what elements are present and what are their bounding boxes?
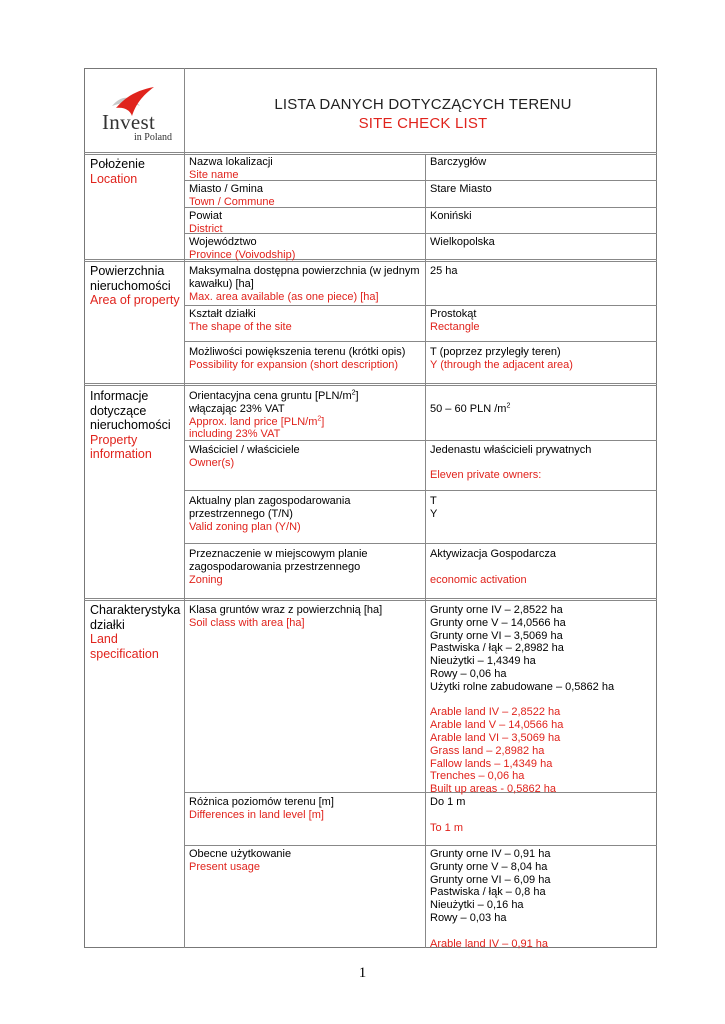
list-item: Nieużytki – 1,4349 ha <box>430 655 536 668</box>
value-town: Stare Miasto <box>430 183 492 195</box>
list-item: Arable land IV – 2,8522 ha <box>430 706 561 719</box>
field-max-area: Maksymalna dostępna powierzchnia (w jednym kawałku) [ha] Max. area available (as one piece) [ha] <box>189 265 420 303</box>
list-item: Pastwiska / łąk – 2,8982 ha <box>430 642 564 655</box>
list-item: Grunty orne VI – 6,09 ha <box>430 873 551 886</box>
field-present-usage: Obecne użytkowanie Present usage <box>189 848 292 873</box>
section-location: Położenie Location <box>90 157 145 186</box>
list-item: Grass land – 2,8982 ha <box>430 744 545 757</box>
field-town: Miasto / Gmina Town / Commune <box>189 183 275 208</box>
divider <box>84 259 657 262</box>
divider <box>184 305 657 306</box>
divider <box>184 233 657 234</box>
divider <box>184 490 657 491</box>
page-title-en: SITE CHECK LIST <box>358 115 488 132</box>
divider <box>84 152 657 155</box>
page-title-pl: LISTA DANYCH DOTYCZĄCYCH TERENU <box>274 96 572 113</box>
list-item: Grunty orne VI – 3,5069 ha <box>430 629 563 642</box>
list-item: Pastwiska / łąk – 0,8 ha <box>430 886 546 899</box>
field-province: Województwo Province (Voivodship) <box>189 236 296 261</box>
value-zoning-plan: T Y <box>430 495 438 520</box>
divider <box>184 341 657 342</box>
value-owner: Jedenastu właścicieli prywatnych Eleven private owners: <box>430 444 592 481</box>
field-shape: Kształt działki The shape of the site <box>189 308 292 333</box>
divider <box>184 68 185 154</box>
logo-text: Invest <box>102 110 156 134</box>
list-item: Arable land VI – 3,5069 ha <box>430 731 561 744</box>
field-land-level: Różnica poziomów terenu [m] Differences in land level [m] <box>189 796 334 821</box>
divider <box>84 383 657 386</box>
list-item: Rowy – 0,03 ha <box>430 911 507 924</box>
value-site-name: Barczygłów <box>430 156 487 168</box>
field-land-price: Orientacyjna cena gruntu $[PLN/m^2]$ włączając 23% VAT Approx. land price $[PLN/m^2]$ including 23% VAT <box>189 389 359 441</box>
value-land-price: 50 – 60 PLN $/m^2$ <box>430 402 511 415</box>
list-item: Rowy – 0,06 ha <box>430 667 507 680</box>
divider <box>84 598 657 601</box>
divider <box>184 543 657 544</box>
section-property: Informacje dotyczące nieruchomości Property information <box>90 389 171 461</box>
list-item: Grunty orne V – 14,0566 ha <box>430 616 566 629</box>
value-district: Koniński <box>430 210 472 222</box>
invest-in-poland-logo <box>96 84 178 146</box>
section-land: Charakterystyka działki Land specification <box>90 603 181 661</box>
value-present-usage <box>430 848 550 950</box>
section-area: Powierzchnia nieruchomości Area of property <box>90 264 180 307</box>
list-item: Grunty orne IV – 0,91 ha <box>430 848 551 860</box>
list-item: Arable land IV – 0,91 ha <box>430 937 549 950</box>
list-item: Fallow lands – 1,4349 ha <box>430 757 553 770</box>
divider <box>425 154 426 948</box>
value-province: Wielkopolska <box>430 236 495 248</box>
field-district: Powiat District <box>189 210 223 235</box>
list-item: Użytki rolne zabudowane – 0,5862 ha <box>430 680 615 693</box>
field-site-name: Nazwa lokalizacji Site name <box>189 156 273 181</box>
logo-subtext: in Poland <box>134 132 173 143</box>
divider <box>184 845 657 846</box>
list-item: Nieużytki – 0,16 ha <box>430 899 524 912</box>
value-max-area: 25 ha <box>430 265 458 277</box>
list-item: Trenches – 0,06 ha <box>430 770 525 783</box>
value-land-level: Do 1 m To 1 m <box>430 796 466 834</box>
table-frame <box>84 68 657 948</box>
value-soil-class <box>430 604 614 796</box>
field-owner: Właściciel / właściciele Owner(s) <box>189 444 300 469</box>
field-soil-class: Klasa gruntów wraz z powierzchnią [ha] Soil class with area [ha] <box>189 604 383 629</box>
value-zoning: Aktywizacja Gospodarcza economic activation <box>430 548 556 586</box>
value-shape: Prostokąt Rectangle <box>430 308 480 333</box>
field-expansion: Możliwości powiększenia terenu (krótki opis) Possibility for expansion (short description) <box>189 346 406 371</box>
page-number: 1 <box>358 965 367 981</box>
value-expansion: T (poprzez przyległy teren) Y (through the adjacent area) <box>430 346 573 371</box>
field-zoning-plan: Aktualny plan zagospodarowania przestrzennego (T/N) Valid zoning plan (Y/N) <box>189 495 351 533</box>
list-item: Built up areas - 0,5862 ha <box>430 783 556 796</box>
list-item: Grunty orne V – 8,04 ha <box>430 860 548 873</box>
list-item: Arable land V – 14,0566 ha <box>430 719 564 732</box>
list-item: Grunty orne IV – 2,8522 ha <box>430 604 563 616</box>
divider <box>184 154 185 948</box>
field-zoning: Przeznaczenie w miejscowym planie zagospodarowania przestrzennego Zoning <box>189 548 368 586</box>
